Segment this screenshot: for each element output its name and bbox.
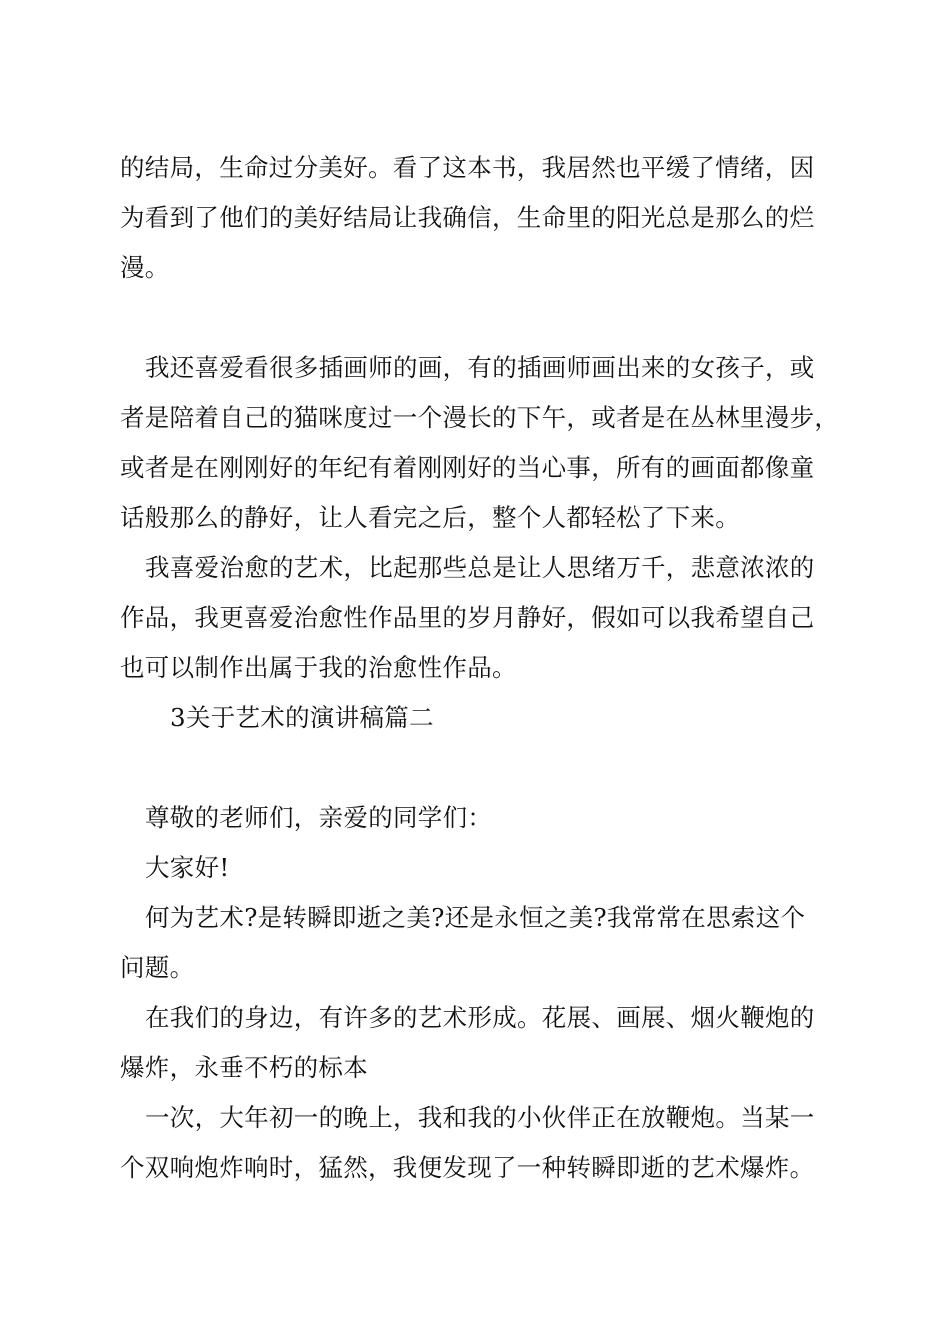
paragraph-line: 在我们的身边，有许多的艺术形成。花展、画展、烟火鞭炮的 [145, 1003, 815, 1032]
paragraph-line: 也可以制作出属于我的治愈性作品。 [120, 653, 517, 682]
section-heading: 3关于艺术的演讲稿篇二 [170, 703, 434, 732]
paragraph-line: 的结局，生命过分美好。看了这本书，我居然也平缓了情绪，因 [120, 153, 815, 182]
paragraph-line: 话般那么的静好，让人看完之后，整个人都轻松了下来。 [120, 503, 740, 532]
paragraph-line: 漫。 [120, 253, 170, 282]
paragraph-line: 作品，我更喜爱治愈性作品里的岁月静好，假如可以我希望自己 [120, 603, 815, 632]
paragraph-line: 何为艺术?是转瞬即逝之美?还是永恒之美?我常常在思索这个 [145, 903, 806, 932]
paragraph-line: 我喜爱治愈的艺术，比起那些总是让人思绪万千，悲意浓浓的 [145, 553, 815, 582]
salutation-line: 尊敬的老师们，亲爱的同学们： [145, 803, 493, 832]
paragraph-line: 或者是在刚刚好的年纪有着刚刚好的当心事，所有的画面都像童 [120, 453, 815, 482]
paragraph-line: 为看到了他们的美好结局让我确信，生命里的阳光总是那么的烂 [120, 203, 815, 232]
paragraph-line: 爆炸，永垂不朽的标本 [120, 1053, 368, 1082]
paragraph-line: 问题。 [120, 953, 195, 982]
paragraph-line: 我还喜爱看很多插画师的画，有的插画师画出来的女孩子，或 [145, 353, 815, 382]
greeting-line: 大家好! [145, 853, 230, 882]
paragraph-line: 个双响炮炸响时，猛然，我便发现了一种转瞬即逝的艺术爆炸。 [120, 1153, 815, 1182]
paragraph-line: 者是陪着自己的猫咪度过一个漫长的下午，或者是在丛林里漫步， [120, 403, 840, 432]
paragraph-line: 一次，大年初一的晚上，我和我的小伙伴正在放鞭炮。当某一 [145, 1103, 815, 1132]
